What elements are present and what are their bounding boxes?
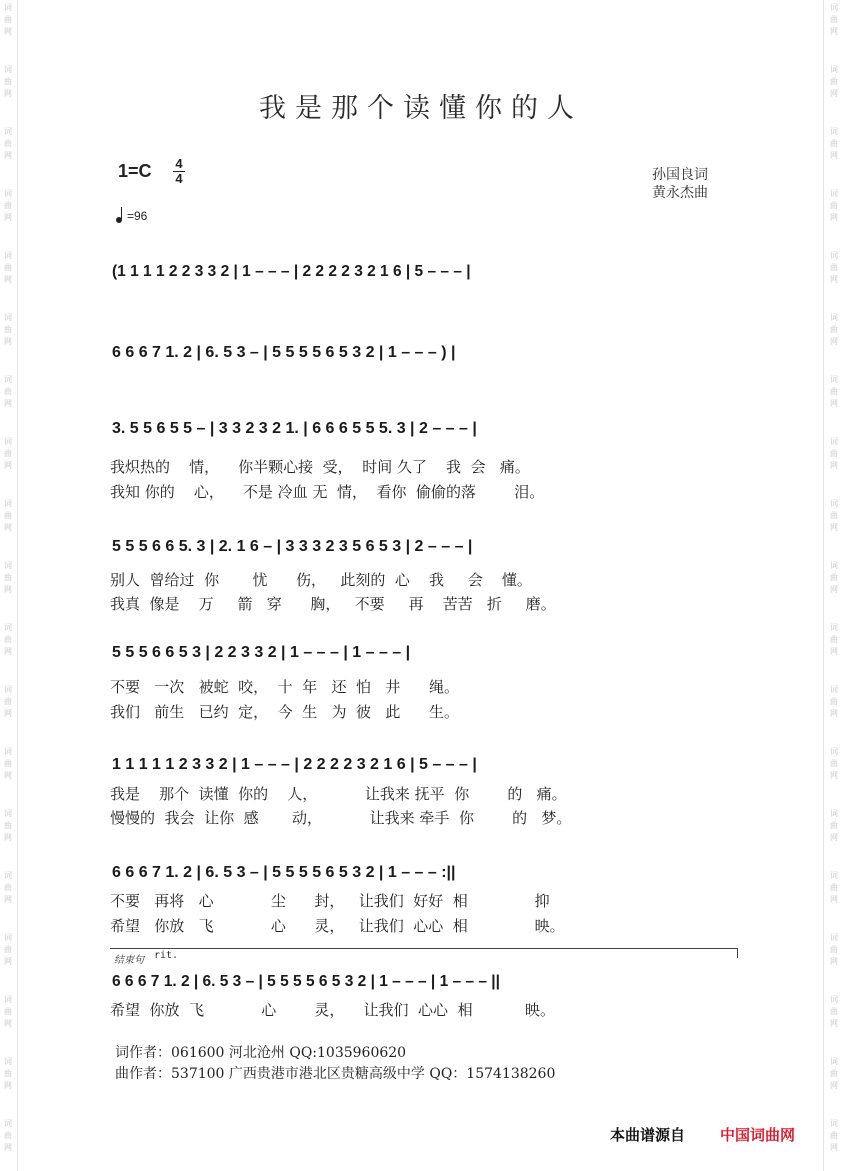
- source-label: 本曲谱源自: [610, 1126, 686, 1144]
- notation-line-7: 6 6 6 7 1. 2 | 6. 5 3 – | 5 5 5 5 6 5 3 2 | 1 – – – :||: [112, 864, 456, 881]
- lyrics-line-4-verse-2: 我真 像是 万 箭 穿 胸， 不要 再 苦苦 折 磨。: [110, 595, 556, 613]
- watermark-glyph: 网: [4, 275, 12, 284]
- lyrics-line-3-verse-1: 我炽热的 情， 你半颗心接 受， 时间 久了 我 会 痛。: [110, 458, 530, 476]
- watermark-glyph: 网: [4, 27, 12, 36]
- watermark-column-right: [826, 0, 842, 1171]
- watermark-glyph: 网: [830, 585, 838, 594]
- watermark-glyph: 词: [830, 561, 838, 570]
- watermark-glyph: 网: [830, 647, 838, 656]
- lyrics-line-5-verse-2: 我们 前生 已约 定， 今 生 为 彼 此 生。: [110, 703, 459, 721]
- coda-bracket-line: [110, 948, 738, 949]
- watermark-glyph: 词: [830, 375, 838, 384]
- watermark-glyph: 曲: [4, 263, 12, 272]
- lyrics-line-6-verse-1: 我是 那个 读懂 你的 人， 让我来 抚平 你 的 痛。: [110, 785, 567, 803]
- watermark-glyph: 网: [4, 957, 12, 966]
- watermark-glyph: 词: [4, 747, 12, 756]
- time-signature-top: 4: [175, 156, 183, 171]
- watermark-glyph: 词: [4, 1119, 12, 1128]
- watermark-glyph: 网: [830, 1081, 838, 1090]
- notation-line-1: (1 1 1 1 2 2 3 3 2 | 1 – – – | 2 2 2 2 3 2 1 6 | 5 – – – |: [112, 263, 471, 280]
- notation-line-8: 6 6 6 7 1. 2 | 6. 5 3 – | 5 5 5 5 6 5 3 2 | 1 – – – | 1 – – – ||: [112, 973, 500, 990]
- watermark-glyph: 词: [830, 1119, 838, 1128]
- watermark-glyph: 词: [4, 251, 12, 260]
- watermark-glyph: 曲: [4, 1007, 12, 1016]
- watermark-glyph: 曲: [830, 77, 838, 86]
- lyrics-line-5-verse-1: 不要 一次 被蛇 咬， 十 年 还 怕 井 绳。: [110, 678, 459, 696]
- watermark-glyph: 词: [830, 499, 838, 508]
- watermark-glyph: 网: [4, 89, 12, 98]
- notation-line-6: 1 1 1 1 1 2 3 3 2 | 1 – – – | 2 2 2 2 3 2 1 6 | 5 – – – |: [112, 756, 477, 773]
- watermark-glyph: 网: [4, 1019, 12, 1028]
- watermark-glyph: 词: [830, 127, 838, 136]
- watermark-glyph: 曲: [4, 77, 12, 86]
- watermark-glyph: 曲: [830, 263, 838, 272]
- watermark-glyph: 词: [830, 871, 838, 880]
- watermark-glyph: 网: [4, 771, 12, 780]
- lyricist-contact: 词作者：061600 河北沧州 QQ:1035960620: [115, 1045, 407, 1061]
- watermark-glyph: 曲: [4, 697, 12, 706]
- watermark-glyph: 词: [4, 189, 12, 198]
- watermark-glyph: 曲: [830, 511, 838, 520]
- watermark-glyph: 词: [830, 65, 838, 74]
- composer-credit: 黄永杰曲: [652, 185, 708, 201]
- lyrics-line-7-verse-2: 希望 你放 飞 心 灵， 让我们 心心 相 映。: [110, 917, 565, 935]
- watermark-glyph: 曲: [830, 945, 838, 954]
- watermark-glyph: 词: [4, 499, 12, 508]
- watermark-glyph: 曲: [4, 573, 12, 582]
- quarter-note-icon: [116, 217, 122, 223]
- lyrics-line-8: 希望 你放 飞 心 灵， 让我们 心心 相 映。: [110, 1001, 556, 1019]
- watermark-glyph: 词: [830, 809, 838, 818]
- watermark-glyph: 曲: [830, 387, 838, 396]
- notation-line-3: 3. 5 5 6 5 5 – | 3 3 2 3 2 1. | 6 6 6 5 5 5. 3 | 2 – – – |: [112, 420, 477, 437]
- watermark-glyph: 词: [830, 3, 838, 12]
- watermark-glyph: 曲: [830, 821, 838, 830]
- watermark-glyph: 词: [4, 871, 12, 880]
- watermark-glyph: 词: [4, 375, 12, 384]
- coda-tag: 结束句: [114, 955, 144, 966]
- watermark-glyph: 词: [4, 3, 12, 12]
- watermark-glyph: 网: [4, 461, 12, 470]
- watermark-glyph: 曲: [830, 635, 838, 644]
- watermark-glyph: 曲: [830, 1069, 838, 1078]
- watermark-glyph: 曲: [4, 635, 12, 644]
- watermark-glyph: 网: [830, 709, 838, 718]
- watermark-glyph: 网: [4, 833, 12, 842]
- watermark-glyph: 词: [830, 623, 838, 632]
- watermark-glyph: 曲: [830, 697, 838, 706]
- watermark-glyph: 曲: [4, 1131, 12, 1140]
- watermark-glyph: 词: [4, 437, 12, 446]
- watermark-glyph: 曲: [830, 139, 838, 148]
- watermark-glyph: 曲: [4, 325, 12, 334]
- watermark-glyph: 网: [4, 337, 12, 346]
- watermark-glyph: 网: [830, 771, 838, 780]
- watermark-column-left: [0, 0, 16, 1171]
- watermark-glyph: 网: [830, 957, 838, 966]
- watermark-glyph: 网: [830, 151, 838, 160]
- watermark-glyph: 网: [830, 27, 838, 36]
- watermark-glyph: 网: [830, 275, 838, 284]
- ritardando-marking: rit.: [154, 950, 179, 961]
- watermark-glyph: 曲: [830, 201, 838, 210]
- watermark-glyph: 词: [4, 623, 12, 632]
- watermark-glyph: 曲: [4, 1069, 12, 1078]
- watermark-glyph: 曲: [830, 883, 838, 892]
- watermark-glyph: 曲: [4, 821, 12, 830]
- tempo-value: =96: [127, 209, 148, 223]
- watermark-glyph: 曲: [830, 325, 838, 334]
- time-signature: [172, 157, 186, 186]
- watermark-glyph: 网: [4, 1143, 12, 1152]
- watermark-glyph: 曲: [4, 387, 12, 396]
- watermark-glyph: 网: [4, 709, 12, 718]
- watermark-glyph: 网: [830, 213, 838, 222]
- watermark-glyph: 曲: [830, 449, 838, 458]
- lyrics-line-7-verse-1: 不要 再将 心 尘 封， 让我们 好好 相 抑: [110, 892, 550, 910]
- watermark-glyph: 网: [830, 895, 838, 904]
- watermark-glyph: 词: [830, 189, 838, 198]
- watermark-glyph: 词: [4, 1057, 12, 1066]
- watermark-glyph: 网: [830, 833, 838, 842]
- watermark-glyph: 曲: [4, 511, 12, 520]
- tempo-marking: [116, 209, 147, 223]
- watermark-glyph: 曲: [830, 759, 838, 768]
- watermark-glyph: 词: [830, 1057, 838, 1066]
- watermark-glyph: 网: [4, 1081, 12, 1090]
- coda-bracket-end: [737, 948, 738, 958]
- notation-line-5: 5 5 5 6 6 5 3 | 2 2 3 3 2 | 1 – – – | 1 – – – |: [112, 644, 411, 661]
- watermark-glyph: 曲: [4, 139, 12, 148]
- watermark-glyph: 词: [830, 313, 838, 322]
- watermark-glyph: 网: [4, 647, 12, 656]
- watermark-glyph: 网: [830, 461, 838, 470]
- watermark-glyph: 词: [4, 933, 12, 942]
- watermark-glyph: 网: [830, 1143, 838, 1152]
- watermark-glyph: 词: [4, 313, 12, 322]
- composer-contact: 曲作者：537100 广西贵港市港北区贵糖高级中学 QQ：1574138260: [115, 1066, 556, 1082]
- watermark-glyph: 曲: [4, 449, 12, 458]
- left-margin-rule: [17, 0, 18, 1171]
- watermark-glyph: 词: [830, 251, 838, 260]
- watermark-glyph: 曲: [830, 15, 838, 24]
- watermark-glyph: 网: [4, 895, 12, 904]
- watermark-glyph: 曲: [4, 759, 12, 768]
- watermark-glyph: 词: [4, 127, 12, 136]
- watermark-glyph: 词: [830, 685, 838, 694]
- lyrics-line-4-verse-1: 别人 曾给过 你 忧 伤， 此刻的 心 我 会 懂。: [110, 571, 532, 589]
- watermark-glyph: 网: [4, 213, 12, 222]
- watermark-glyph: 网: [830, 337, 838, 346]
- watermark-glyph: 词: [4, 809, 12, 818]
- watermark-glyph: 曲: [4, 15, 12, 24]
- source-site-link[interactable]: 中国词曲网: [720, 1126, 796, 1144]
- key-signature: 1=C: [118, 161, 152, 181]
- watermark-glyph: 曲: [830, 1007, 838, 1016]
- watermark-glyph: 词: [830, 747, 838, 756]
- time-signature-bottom: 4: [175, 171, 183, 186]
- watermark-glyph: 网: [4, 151, 12, 160]
- watermark-glyph: 网: [830, 1019, 838, 1028]
- watermark-glyph: 曲: [4, 883, 12, 892]
- notation-line-2: 6 6 6 7 1. 2 | 6. 5 3 – | 5 5 5 5 6 5 3 2 | 1 – – – ) |: [112, 344, 456, 361]
- watermark-glyph: 词: [4, 65, 12, 74]
- watermark-glyph: 词: [830, 995, 838, 1004]
- right-margin-rule: [823, 0, 824, 1171]
- watermark-glyph: 词: [4, 685, 12, 694]
- watermark-glyph: 曲: [830, 1131, 838, 1140]
- watermark-glyph: 网: [830, 89, 838, 98]
- watermark-glyph: 网: [830, 399, 838, 408]
- watermark-glyph: 曲: [830, 573, 838, 582]
- lyrics-line-6-verse-2: 慢慢的 我会 让你 感 动， 让我来 牵手 你 的 梦。: [110, 809, 572, 827]
- lyricist-credit: 孙国良词: [652, 167, 708, 183]
- notation-line-4: 5 5 5 6 6 5. 3 | 2. 1 6 – | 3 3 3 2 3 5 6 5 3 | 2 – – – |: [112, 538, 473, 555]
- watermark-glyph: 网: [4, 523, 12, 532]
- watermark-glyph: 词: [4, 561, 12, 570]
- watermark-glyph: 词: [830, 933, 838, 942]
- watermark-glyph: 网: [4, 585, 12, 594]
- watermark-glyph: 词: [830, 437, 838, 446]
- lyrics-line-3-verse-2: 我知 你的 心， 不是 冷血 无 情， 看你 偷偷的落 泪。: [110, 483, 545, 501]
- watermark-glyph: 曲: [4, 201, 12, 210]
- watermark-glyph: 词: [4, 995, 12, 1004]
- watermark-glyph: 网: [830, 523, 838, 532]
- watermark-glyph: 网: [4, 399, 12, 408]
- song-title: 我是那个读懂你的人: [259, 93, 583, 124]
- watermark-glyph: 曲: [4, 945, 12, 954]
